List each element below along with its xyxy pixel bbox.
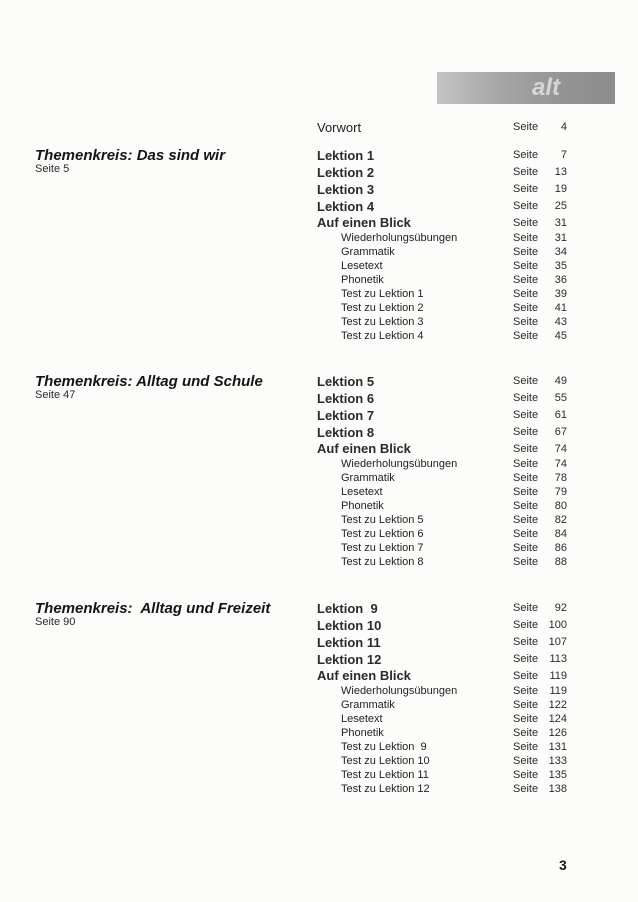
toc-subentry-label: Test zu Lektion 6: [341, 528, 424, 540]
toc-subentry-seite: Seite: [513, 769, 539, 781]
toc-subentry: [317, 329, 567, 343]
toc-subentry-page: 119: [549, 685, 567, 697]
toc-entry-lesson: [317, 164, 567, 181]
toc-subentry-seite: Seite: [513, 260, 539, 272]
toc-entry-seite: Seite: [513, 200, 539, 212]
toc-subentry-label: Test zu Lektion 4: [341, 330, 424, 342]
toc-subentry-label: Test zu Lektion 9: [341, 741, 427, 753]
toc-entry-seite: Seite: [513, 443, 539, 455]
toc-entry-page: 19: [554, 183, 567, 195]
toc-subentry: [317, 782, 567, 796]
toc-subentry-label: Phonetik: [341, 500, 384, 512]
toc-subentry: [317, 231, 567, 245]
toc-entry-page: 100: [548, 619, 567, 631]
toc-entry-label: Lektion 12: [317, 652, 382, 667]
theme-title: Themenkreis: Alltag und Schule: [35, 373, 263, 390]
toc-subentry: [317, 726, 567, 740]
toc-subentry-seite: Seite: [513, 713, 539, 725]
toc-subentry-page: 88: [554, 556, 567, 568]
toc-subentry-label: Phonetik: [341, 274, 384, 286]
toc-subentry-seite: Seite: [513, 232, 539, 244]
toc-subentry-label: Wiederholungsübungen: [341, 232, 458, 244]
toc-list: [317, 119, 567, 136]
toc-entry-page: 61: [554, 409, 567, 421]
toc-subentry-label: Grammatik: [341, 699, 395, 711]
toc-entry-page: 113: [549, 653, 567, 665]
toc-entry-label: Lektion 4: [317, 199, 375, 214]
toc-subentry-seite: Seite: [513, 727, 539, 739]
header-banner-text: alt: [532, 74, 561, 101]
toc-entry-page: 67: [554, 426, 567, 438]
toc-entry-seite: Seite: [513, 619, 539, 631]
toc-subentry-page: 138: [548, 783, 567, 795]
header-banner: [437, 72, 615, 104]
toc-subentry-label: Test zu Lektion 8: [341, 556, 424, 568]
theme-page: Seite 5: [35, 163, 70, 175]
toc-entry-lesson: [317, 407, 567, 424]
theme-section: [0, 373, 638, 568]
toc-entry-page: 49: [554, 375, 567, 387]
toc-subentry-label: Lesetext: [341, 486, 383, 498]
toc-entry-lesson: [317, 181, 567, 198]
toc-entry-label: Lektion 3: [317, 182, 375, 197]
toc-entry-page: 74: [554, 443, 567, 455]
toc-subentry-page: 43: [554, 316, 567, 328]
toc-entry-seite: Seite: [513, 670, 539, 682]
toc-entry-seite: Seite: [513, 426, 539, 438]
toc-subentry: [317, 754, 567, 768]
toc-entry-label: Auf einen Blick: [317, 668, 411, 683]
toc-entry-seite: Seite: [513, 166, 539, 178]
toc-entry-seite: Seite: [513, 121, 539, 133]
toc-subentry-seite: Seite: [513, 274, 539, 286]
toc-subentry-page: 124: [548, 713, 567, 725]
toc-subentry: [317, 457, 567, 471]
toc-subentry-seite: Seite: [513, 528, 539, 540]
toc-subentry-seite: Seite: [513, 542, 539, 554]
toc-subentry: [317, 301, 567, 315]
toc-subentry-seite: Seite: [513, 741, 539, 753]
toc-subentry: [317, 698, 567, 712]
toc-subentry-page: 82: [554, 514, 567, 526]
toc-entry-label: Auf einen Blick: [317, 441, 411, 456]
toc-entry-seite: Seite: [513, 392, 539, 404]
toc-subentry: [317, 259, 567, 273]
toc-subentry-seite: Seite: [513, 500, 539, 512]
toc-subentry-label: Wiederholungsübungen: [341, 458, 458, 470]
theme-section: [0, 147, 638, 342]
toc-entry-label: Lektion 11: [317, 635, 381, 650]
theme-page: Seite 90: [35, 616, 76, 628]
toc-entry-seite: Seite: [513, 375, 539, 387]
toc-entry-label: Lektion 10: [317, 618, 382, 633]
toc-subentry: [317, 527, 567, 541]
toc-entry-label: Lektion 1: [317, 148, 375, 163]
toc-entry-page: 119: [549, 670, 567, 682]
toc-subentry-label: Phonetik: [341, 727, 384, 739]
toc-subentry: [317, 541, 567, 555]
toc-entry-seite: Seite: [513, 602, 539, 614]
toc-subentry-page: 41: [554, 302, 567, 314]
toc-subentry-page: 74: [554, 458, 567, 470]
toc-subentry-label: Grammatik: [341, 472, 395, 484]
toc-entry-page: 92: [554, 602, 567, 614]
toc-subentry-label: Test zu Lektion 11: [341, 769, 429, 781]
toc-subentry-page: 39: [554, 288, 567, 300]
toc-subentry: [317, 712, 567, 726]
toc-subentry-label: Test zu Lektion 7: [341, 542, 424, 554]
toc-entry-label: Vorwort: [317, 120, 362, 135]
toc-entry-page: 31: [554, 217, 567, 229]
toc-entry-label: Lektion 7: [317, 408, 375, 423]
toc-list: [317, 147, 567, 343]
toc-subentry-label: Test zu Lektion 2: [341, 302, 424, 314]
toc-entry-seite: Seite: [513, 149, 539, 161]
toc-subentry-label: Grammatik: [341, 246, 395, 258]
toc-entry-label: Auf einen Blick: [317, 215, 411, 230]
toc-subentry: [317, 555, 567, 569]
toc-subentry: [317, 513, 567, 527]
toc-subentry-seite: Seite: [513, 685, 539, 697]
toc-subentry: [317, 245, 567, 259]
toc-subentry-label: Test zu Lektion 12: [341, 783, 430, 795]
toc-entry-lesson: [317, 634, 567, 651]
toc-subentry-page: 79: [554, 486, 567, 498]
toc-subentry-seite: Seite: [513, 302, 539, 314]
toc-subentry: [317, 684, 567, 698]
toc-subentry-seite: Seite: [513, 514, 539, 526]
toc-entry-lesson: [317, 424, 567, 441]
toc-entry-lesson: [317, 651, 567, 668]
toc-subentry: [317, 315, 567, 329]
toc-subentry-seite: Seite: [513, 288, 539, 300]
toc-subentry-page: 45: [554, 330, 567, 342]
page-number: 3: [559, 857, 567, 873]
theme-title: Themenkreis: Alltag und Freizeit: [35, 600, 271, 617]
toc-entry-seite: Seite: [513, 217, 539, 229]
toc-subentry-page: 78: [554, 472, 567, 484]
toc-entry-vorwort: [317, 119, 567, 136]
theme-section: [0, 600, 638, 795]
toc-entry-label: Lektion 5: [317, 374, 375, 389]
toc-entry-label: Lektion 8: [317, 425, 375, 440]
toc-entry-seite: Seite: [513, 409, 539, 421]
toc-subentry-seite: Seite: [513, 556, 539, 568]
toc-entry-review: [317, 441, 567, 457]
toc-subentry-label: Wiederholungsübungen: [341, 685, 458, 697]
toc-subentry-seite: Seite: [513, 472, 539, 484]
theme-page: Seite 47: [35, 389, 76, 401]
toc-entry-lesson: [317, 617, 567, 634]
toc-subentry: [317, 740, 567, 754]
toc-subentry-seite: Seite: [513, 783, 539, 795]
toc-subentry-label: Test zu Lektion 3: [341, 316, 424, 328]
toc-subentry-page: 131: [548, 741, 567, 753]
toc-subentry-page: 126: [548, 727, 567, 739]
toc-entry-label: Lektion 9: [317, 601, 378, 616]
toc-subentry-seite: Seite: [513, 330, 539, 342]
toc-subentry-label: Test zu Lektion 10: [341, 755, 430, 767]
toc-entry-seite: Seite: [513, 183, 539, 195]
toc-subentry-page: 34: [554, 246, 567, 258]
toc-subentry-page: 36: [554, 274, 567, 286]
toc-entry-label: Lektion 2: [317, 165, 375, 180]
toc-entry-page: 25: [554, 200, 567, 212]
toc-entry-label: Lektion 6: [317, 391, 375, 406]
toc-subentry: [317, 499, 567, 513]
toc-entry-review: [317, 215, 567, 231]
toc-subentry-seite: Seite: [513, 316, 539, 328]
toc-entry-lesson: [317, 390, 567, 407]
toc-list: [317, 600, 567, 796]
vorwort-section: [0, 119, 638, 135]
toc-subentry-seite: Seite: [513, 486, 539, 498]
toc-subentry-seite: Seite: [513, 755, 539, 767]
toc-subentry-page: 80: [554, 500, 567, 512]
toc-list: [317, 373, 567, 569]
toc-subentry-page: 122: [548, 699, 567, 711]
toc-subentry: [317, 471, 567, 485]
toc-entry-seite: Seite: [513, 636, 539, 648]
toc-subentry-page: 133: [548, 755, 567, 767]
toc-entry-lesson: [317, 600, 567, 617]
toc-subentry-page: 135: [548, 769, 567, 781]
toc-subentry-page: 84: [554, 528, 567, 540]
toc-entry-page: 107: [548, 636, 567, 648]
theme-title: Themenkreis: Das sind wir: [35, 147, 226, 164]
toc-subentry-label: Test zu Lektion 1: [341, 288, 424, 300]
toc-subentry-page: 31: [554, 232, 567, 244]
toc-entry-page: 13: [554, 166, 567, 178]
toc-subentry: [317, 287, 567, 301]
toc-subentry-seite: Seite: [513, 246, 539, 258]
toc-subentry-seite: Seite: [513, 699, 539, 711]
toc-subentry: [317, 768, 567, 782]
toc-entry-page: 7: [560, 149, 567, 161]
toc-subentry-page: 35: [554, 260, 567, 272]
toc-subentry-page: 86: [554, 542, 567, 554]
toc-subentry-label: Lesetext: [341, 713, 383, 725]
toc-entry-page: 4: [560, 121, 567, 133]
toc-entry-lesson: [317, 147, 567, 164]
toc-entry-page: 55: [554, 392, 567, 404]
toc-entry-seite: Seite: [513, 653, 539, 665]
toc-subentry-label: Lesetext: [341, 260, 383, 272]
toc-subentry: [317, 273, 567, 287]
toc-entry-lesson: [317, 198, 567, 215]
toc-subentry-label: Test zu Lektion 5: [341, 514, 424, 526]
toc-subentry-seite: Seite: [513, 458, 539, 470]
toc-entry-review: [317, 668, 567, 684]
toc-subentry: [317, 485, 567, 499]
toc-entry-lesson: [317, 373, 567, 390]
